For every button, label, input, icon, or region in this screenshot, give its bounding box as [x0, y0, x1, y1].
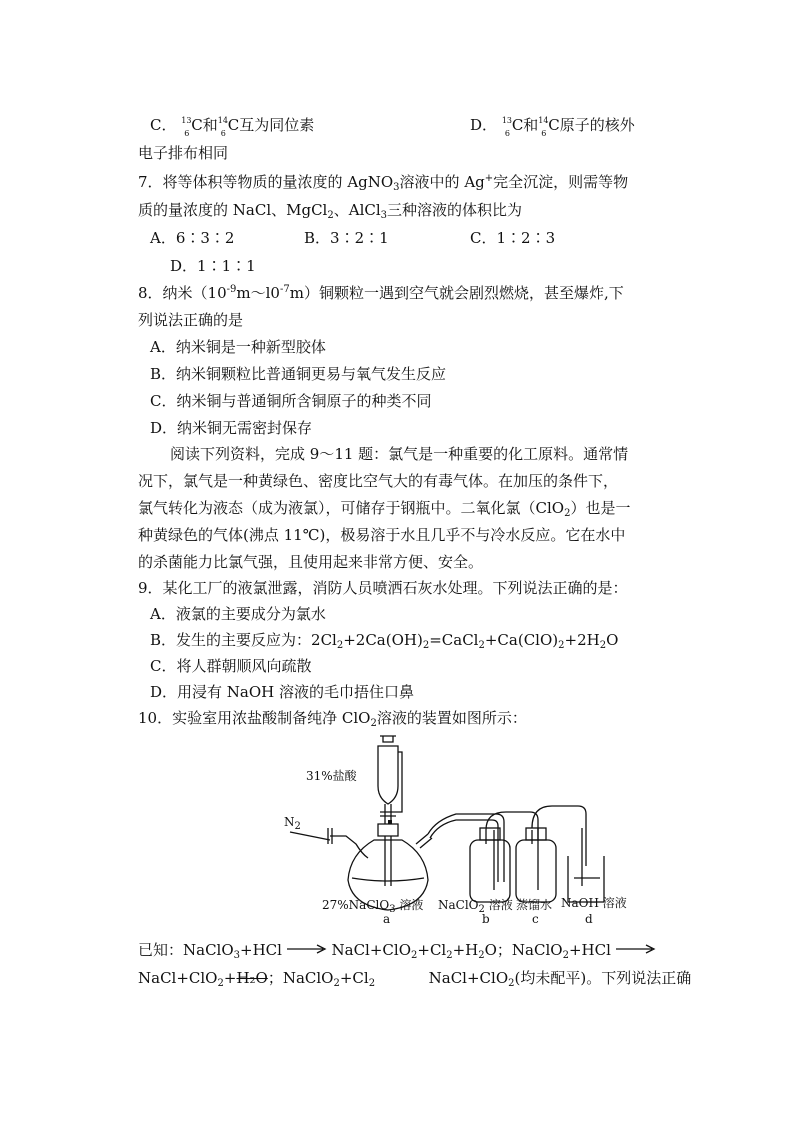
q6-option-d-cont: 电子排布相同 — [138, 144, 229, 162]
label-c: c — [532, 912, 539, 926]
q8-stem-line1: 8．纳米$(10^{-9}m\sim l0^{-7}m)$铜颗粒一遇到空气就会剧烈燃烧，甚至爆炸,下 — [138, 284, 624, 302]
q7-option-b: B．3∶2∶1 — [304, 229, 389, 247]
q6-option-d: D． 13 6 C和 14 6 C原子的核外 — [470, 116, 635, 138]
q6-option-c: C． 13 6 C和 14 6 C互为同位素 — [150, 116, 315, 138]
q8-option-d: D．纳米铜无需密封保存 — [150, 419, 313, 437]
n2-inlet-tube — [290, 832, 368, 858]
q9-option-d: D．用浸有 NaOH 溶液的毛巾捂住口鼻 — [150, 683, 415, 701]
funnel-stopcock — [380, 812, 396, 816]
label-b: b — [482, 912, 490, 926]
q10-known-line2: NaCl+ClO$_2$+H₂O；$NaClO_2+Cl_2$ NaCl+ClO$_2$(均未配平)。下列说法正确 — [138, 969, 692, 989]
label-naclo3: 27%NaClO$_3$ 溶液 — [322, 898, 424, 915]
reaction-arrow-icon — [616, 944, 656, 954]
q9-stem: 9．某化工厂的液氯泄露，消防人员喷洒石灰水处理。下列说法正确的是： — [138, 579, 628, 597]
q9-option-a: A．液氯的主要成分为氯水 — [150, 605, 326, 623]
q8-option-b: B．纳米铜颗粒比普通铜更易与氧气发生反应 — [150, 365, 447, 383]
label-d: d — [585, 912, 593, 926]
label-naoh: NaOH 溶液 — [561, 896, 627, 910]
q8-stem-line2: 列说法正确的是 — [138, 311, 244, 329]
q10-stem: 10．实验室用浓盐酸制备纯净 ClO$_2$溶液的装置如图所示： — [138, 709, 527, 729]
connect-tube-1 — [428, 814, 504, 882]
funnel-side-tube — [396, 752, 402, 812]
q7-option-a: A．6∶3∶2 — [150, 229, 235, 247]
label-hcl: 31%盐酸 — [306, 769, 357, 783]
passage-line2: 况下，氯气是一种黄绿色、密度比空气大的有毒气体。在加压的条件下， — [138, 472, 619, 490]
label-water: 蒸馏水 — [516, 898, 553, 912]
funnel-stopper — [380, 736, 396, 742]
funnel-body — [378, 746, 398, 804]
isotope-c13: 13 6 — [181, 116, 192, 138]
q8-option-a: A．纳米铜是一种新型胶体 — [150, 338, 326, 356]
label-n2: $N_2$ — [284, 815, 301, 832]
isotope-c13: 13 6 — [501, 116, 512, 138]
passage-line1: 阅读下列资料，完成 9～11 题：氯气是一种重要的化工原料。通常情 — [170, 445, 629, 463]
bottle-c — [516, 840, 556, 902]
q7-stem-line1: 7．将等体积等物质的量浓度的 AgNO$_3$溶液中的 Ag+完全沉淀，则需等物 — [138, 173, 629, 193]
label-a: a — [383, 912, 391, 926]
q7-option-d: D．1∶1∶1 — [170, 257, 256, 275]
q8-option-c: C．纳米铜与普通铜所含铜原子的种类不同 — [150, 392, 432, 410]
q7-option-c: C．1∶2∶3 — [470, 229, 556, 247]
label-naclo2: NaClO$_2$ 溶液 — [438, 898, 513, 915]
isotope-c14: 14 6 — [217, 116, 228, 138]
q7-stem-line2: 质的量浓度的 NaCl、MgCl$_2$、AlCl$_3$三种溶液的体积比为 — [138, 201, 523, 221]
passage-line5: 的杀菌能力比氯气强，且使用起来非常方便、安全。 — [138, 553, 484, 571]
flask-neck — [378, 824, 398, 836]
q10-known-line1: 已知：NaClO$_3$+HCl $NaCl+ClO_2+Cl_2+H_2O$；NaClO$_2$+HCl — [138, 940, 656, 960]
isotope-c14: 14 6 — [538, 116, 549, 138]
q9-option-b: B．发生的主要反应为：$2Cl_2+2Ca(OH)_2=CaCl_2+Ca(ClO)_2+2H_2O$ — [150, 631, 619, 651]
flask-liquid — [352, 878, 424, 881]
q9-option-c: C．将人群朝顺风向疏散 — [150, 657, 312, 675]
reaction-arrow-icon — [287, 944, 327, 954]
passage-line4: 种黄绿色的气体(沸点 11℃)，极易溶于水且几乎不与冷水反应。它在水中 — [138, 526, 626, 544]
passage-line3: 氯气转化为液态（成为液氯），可储存于钢瓶中。二氧化氯（ClO$_2$）也是一 — [138, 499, 631, 519]
